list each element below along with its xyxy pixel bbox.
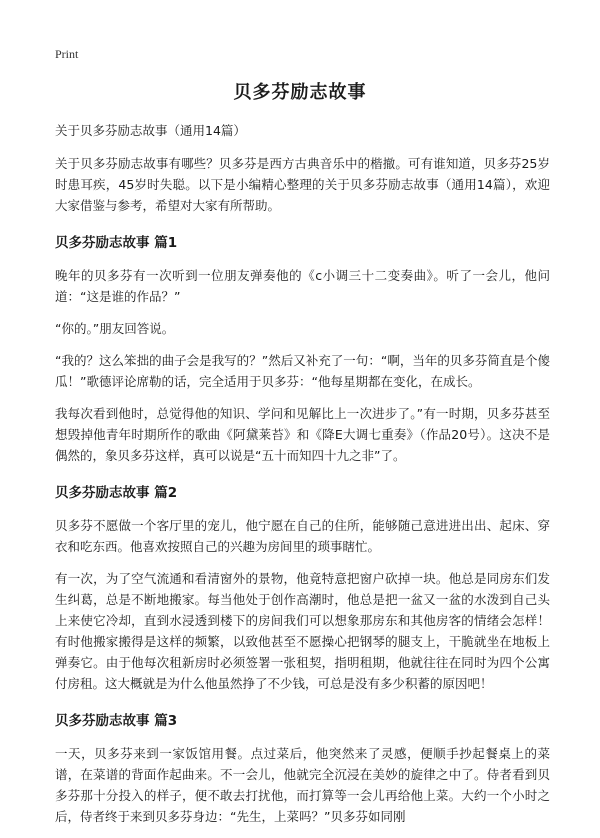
page-title: 贝多芬励志故事 [233, 82, 367, 103]
section-paragraph: 有一次，为了空气流通和看清窗外的景物，他竟特意把窗户砍掉一块。他总是同房东们发生纠葛，总是不断地搬家。每当他处于创作高潮时，他总是把一盆又一盆的水泼到自己头上来使它冷却，直到水浸透到楼下的房间我们可以想象那房东和其他房客的情绪会怎样！有时他搬家搬得是这样的频繁，以致他甚至不愿操心把钢琴的腿支上，干脆就坐在地板上弹奏它。由于他每次租新房时必须签署一张租契，指明租期，他就往往在同时为四个公寓付房租。这大概就是为什么他虽然挣了不少钱，可总是没有多少积蓄的原因吧！ [55, 571, 550, 691]
print-link[interactable]: Print [55, 47, 79, 61]
section-paragraph: 贝多芬不愿做一个客厅里的宠儿，他宁愿在自己的住所，能够随己意进进出出、起床、穿衣和吃东西。他喜欢按照自己的兴趣为房间里的琐事瞎忙。 [55, 518, 550, 554]
article-subtitle: 关于贝多芬励志故事（通用14篇） [55, 123, 246, 138]
section-paragraph: “你的。”朋友回答说。 [55, 321, 175, 336]
section-paragraph: “我的？这么笨拙的曲子会是我写的？”然后又补充了一句：“啊，当年的贝多芬简直是个傻瓜！”歌德评论席勒的话，完全适用于贝多芬：“他每星期都在变化，在成长。 [55, 353, 550, 389]
section-heading: 贝多芬励志故事 篇1 [55, 235, 178, 251]
article-body [55, 120, 550, 838]
section-heading: 贝多芬励志故事 篇3 [55, 713, 178, 729]
intro-paragraph: 关于贝多芬励志故事有哪些？贝多芬是西方古典音乐中的楷撤。可有谁知道，贝多芬25岁时患耳疾，45岁时失聪。以下是小编精心整理的关于贝多芬励志故事（通用14篇），欢迎大家借鉴与参考，希望对大家有所帮助。 [55, 156, 550, 213]
section-paragraph: 我每次看到他时，总觉得他的知识、学问和见解比上一次进步了。”有一时期，贝多芬甚至想毁掉他青年时期所作的歌曲《阿黛莱苔》和《降E大调七重奏》（作品20号）。这决不是偶然的，象贝多芬这样，真可以说是“五十而知四十九之非”了。 [55, 406, 550, 463]
section-paragraph: 晚年的贝多芬有一次听到一位朋友弹奏他的《c小调三十二变奏曲》。听了一会儿，他问道：“这是谁的作品？” [55, 268, 550, 304]
section-heading: 贝多芬励志故事 篇2 [55, 485, 178, 501]
section-paragraph: 一天，贝多芬来到一家饭馆用餐。点过菜后，他突然来了灵感，便顺手抄起餐桌上的菜谱，在菜谱的背面作起曲来。不一会儿，他就完全沉浸在美妙的旋律之中了。侍者看到贝多芬那十分投入的样子，便不敢去打扰他，而打算等一会儿再给他上菜。大约一个小时之后，侍者终于来到贝多芬身边：“先生，上菜吗？”贝多芬如同刚 [55, 746, 550, 824]
